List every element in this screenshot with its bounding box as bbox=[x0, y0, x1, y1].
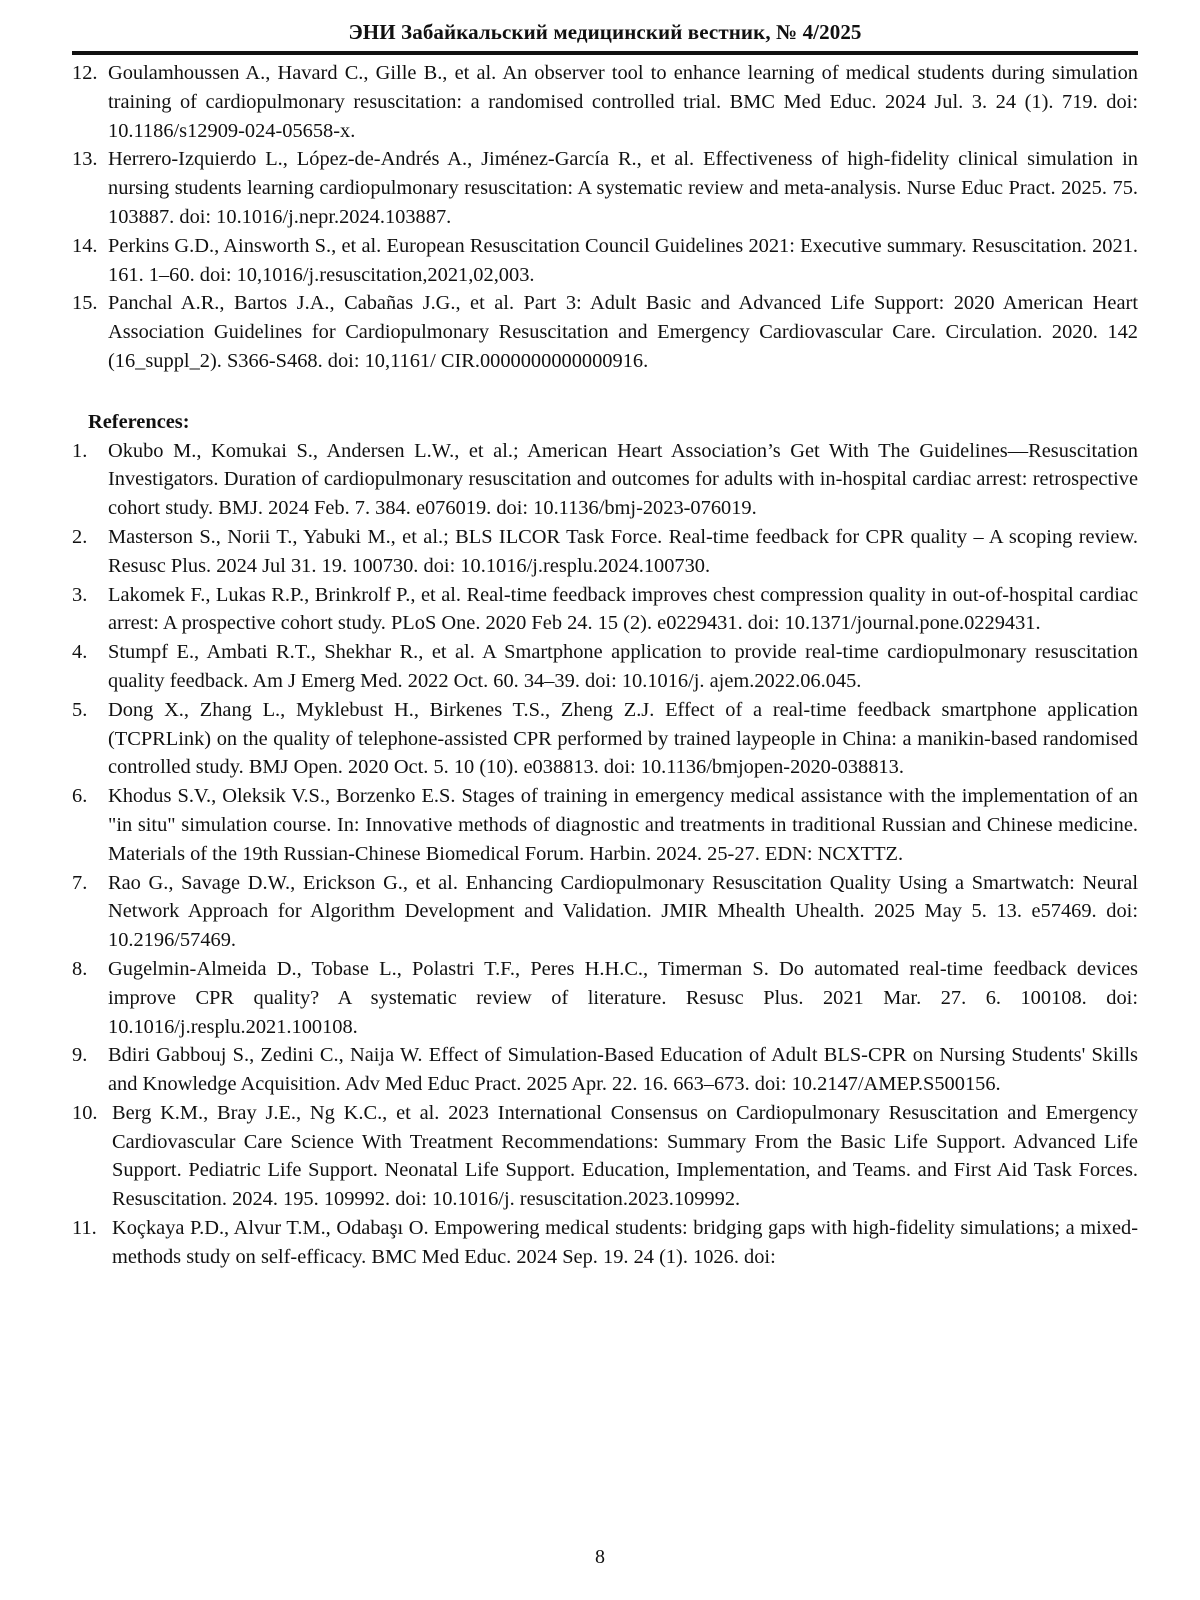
reference-number: 14. bbox=[72, 234, 98, 257]
reference-item bbox=[72, 782, 1138, 868]
reference-text: Rao G., Savage D.W., Erickson G., et al. Enhancing Cardiopulmonary Resuscitation Quality Using a Smartwatch: Neural Network Approach for Algorithm Development and Validation. JMIR Mhealth Uhealth. 2025 May 5. 13. e57469. doi: 10.2196/57469. bbox=[108, 871, 1138, 952]
reference-number: 1. bbox=[72, 439, 88, 462]
reference-item bbox=[72, 437, 1138, 523]
page bbox=[72, 20, 1138, 1272]
reference-number: 4. bbox=[72, 641, 88, 664]
reference-text: Herrero-Izquierdo L., López-de-Andrés A., Jiménez-García R., et al. Effectiveness of high-fidelity clinical simulation in nursing students learning cardiopulmonary resuscitation: A systematic review and meta-analysis. Nurse Educ Pract. 2025. 75. 103887. doi: 10.1016/j.nepr.2024.103887. bbox=[108, 148, 1138, 228]
reference-number: 9. bbox=[72, 1044, 88, 1067]
reference-text: Khodus S.V., Oleksik V.S., Borzenko E.S. Stages of training in emergency medical assistance with the implementation of an "in situ" simulation course. In: Innovative methods of diagnostic and treatments in traditional Russian and Chinese medicine. Materials of the 19th Russian-Chinese Biomedical Forum. Harbin. 2024. 25-27. EDN: NCXTTZ. bbox=[108, 785, 1138, 865]
journal-header: ЭНИ Забайкальский медицинский вестник, № 4/2025 bbox=[72, 20, 1138, 55]
reference-text: Bdiri Gabbouj S., Zedini C., Naija W. Effect of Simulation-Based Education of Adult BLS-CPR on Nursing Students' Skills and Knowledge Acquisition. Adv Med Educ Pract. 2025 Apr. 22. 16. 663–673. doi: 10.2147/AMEP.S500156. bbox=[108, 1044, 1138, 1096]
reference-number: 13. bbox=[72, 148, 98, 171]
reference-text: Stumpf E., Ambati R.T., Shekhar R., et al. A Smartphone application to provide real-time cardiopulmonary resuscitation quality feedback. Am J Emerg Med. 2022 Oct. 60. 34–39. doi: 10.1016/j. ajem.2022.06.045. bbox=[108, 641, 1138, 692]
reference-text: Perkins G.D., Ainsworth S., et al. European Resuscitation Council Guidelines 2021: Executive summary. Resuscitation. 2021. 161. 1–60. doi: 10,1016/j.resuscitation,2021,02,003. bbox=[108, 234, 1138, 286]
references-heading: References: bbox=[88, 410, 190, 433]
continued-reference-list bbox=[72, 59, 1138, 376]
reference-number: 15. bbox=[72, 292, 98, 315]
reference-text: Goulamhoussen A., Havard C., Gille B., et al. An observer tool to enhance learning of medical students during simulation training of cardiopulmonary resuscitation: a randomised controlled trial. BMC Med Educ. 2024 Jul. 3. 24 (1). 719. doi: 10.1186/s12909-024-05658-x. bbox=[108, 62, 1138, 142]
references-list bbox=[72, 437, 1138, 1272]
reference-text: Gugelmin-Almeida D., Tobase L., Polastri T.F., Peres H.H.C., Timerman S. Do automated real-time feedback devices improve CPR quality? A systematic review of literature. Resusc Plus. 2021 Mar. 27. 6. 100108. doi: 10.1016/j.resplu.2021.100108. bbox=[108, 957, 1138, 1038]
reference-item bbox=[72, 955, 1138, 1041]
reference-number: 3. bbox=[72, 583, 88, 606]
reference-item bbox=[72, 1099, 1138, 1214]
reference-item bbox=[72, 1041, 1138, 1099]
reference-item bbox=[72, 523, 1138, 581]
reference-number: 10. bbox=[72, 1101, 98, 1124]
reference-text: Berg K.M., Bray J.E., Ng K.C., et al. 2023 International Consensus on Cardiopulmonary Resuscitation and Emergency Cardiovascular Care Science With Treatment Recommendations: Summary From the Basic Life Support. Advanced Life Support. Pediatric Life Support. Neonatal Life Support. Education, Implementation, and Teams. and First Aid Task Forces. Resuscitation. 2024. 195. 109992. doi: 10.1016/j. resuscitation.2023.109992. bbox=[112, 1101, 1138, 1211]
reference-item bbox=[72, 232, 1138, 290]
reference-text: Panchal A.R., Bartos J.A., Cabañas J.G., et al. Part 3: Adult Basic and Advanced Life Support: 2020 American Heart Association Guidelines for Cardiopulmonary Resuscitation and Emergency Cardiovascular Care. Circulation. 2020. 142 (16_suppl_2). S366-S468. doi: 10,1161/ CIR.0000000000000916. bbox=[108, 292, 1138, 372]
reference-item bbox=[72, 1214, 1138, 1272]
reference-text: Masterson S., Norii T., Yabuki M., et al.; BLS ILCOR Task Force. Real-time feedback for CPR quality – A scoping review. Resusc Plus. 2024 Jul 31. 19. 100730. doi: 10.1016/j.resplu.2024.100730. bbox=[108, 525, 1138, 577]
reference-number: 7. bbox=[72, 871, 88, 894]
reference-text: Koçkaya P.D., Alvur T.M., Odabaşı O. Empowering medical students: bridging gaps with high-fidelity simulations; a mixed-methods study on self-efficacy. BMC Med Educ. 2024 Sep. 19. 24 (1). 1026. doi: bbox=[112, 1217, 1138, 1268]
reference-item bbox=[72, 869, 1138, 955]
reference-text: Okubo M., Komukai S., Andersen L.W., et al.; American Heart Association’s Get With The Guidelines—Resuscitation Investigators. Duration of cardiopulmonary resuscitation and outcomes for adults with in-hospital cardiac arrest: retrospective cohort study. BMJ. 2024 Feb. 7. 384. e076019. doi: 10.1136/bmj-2023-076019. bbox=[108, 439, 1138, 520]
reference-number: 6. bbox=[72, 785, 88, 808]
reference-item bbox=[72, 145, 1138, 231]
reference-number: 11. bbox=[72, 1217, 97, 1240]
reference-text: Lakomek F., Lukas R.P., Brinkrolf P., et al. Real-time feedback improves chest compression quality in out-of-hospital cardiac arrest: A prospective cohort study. PLoS One. 2020 Feb 24. 15 (2). e0229431. doi: 10.1371/journal.pone.0229431. bbox=[108, 583, 1138, 635]
page-number: 8 bbox=[595, 1546, 605, 1568]
reference-item bbox=[72, 289, 1138, 375]
reference-item bbox=[72, 696, 1138, 782]
reference-number: 5. bbox=[72, 698, 88, 721]
reference-item bbox=[72, 581, 1138, 639]
reference-number: 12. bbox=[72, 62, 98, 84]
reference-text: Dong X., Zhang L., Myklebust H., Birkenes T.S., Zheng Z.J. Effect of a real-time feedback smartphone application (TCPRLink) on the quality of telephone-assisted CPR performed by trained laypeople in China: a manikin-based randomised controlled study. BMJ Open. 2020 Oct. 5. 10 (10). e038813. doi: 10.1136/bmjopen-2020-038813. bbox=[108, 698, 1138, 779]
reference-item bbox=[72, 59, 1138, 145]
reference-number: 2. bbox=[72, 525, 88, 548]
reference-number: 8. bbox=[72, 957, 88, 980]
reference-item bbox=[72, 638, 1138, 696]
